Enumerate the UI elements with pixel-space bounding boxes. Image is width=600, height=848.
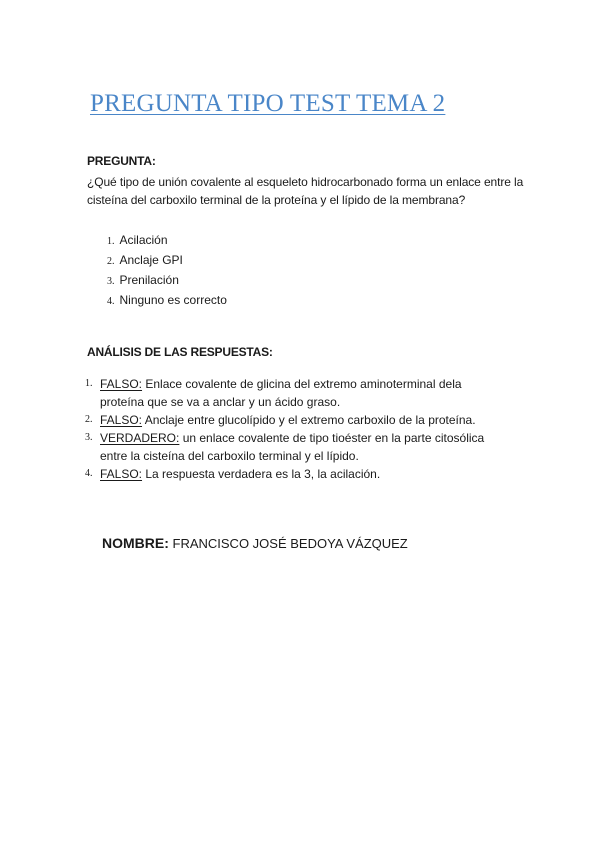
answer-option	[107, 230, 227, 250]
page-title: PREGUNTA TIPO TEST TEMA 2	[90, 90, 446, 117]
analysis-item	[85, 429, 505, 465]
analysis-text: La respuesta verdadera es la 3, la acilación.	[142, 467, 381, 481]
question-text: ¿Qué tipo de unión covalente al esqueleto hidrocarbonado forma un enlace entre la cisteína del carboxilo terminal de la proteína y el lípido de la membrana?	[87, 175, 524, 207]
option-number: 1.	[107, 236, 115, 247]
answer-option	[107, 250, 227, 270]
analysis-number: 3.	[85, 432, 93, 443]
option-text: Acilación	[119, 233, 168, 247]
author-name: FRANCISCO JOSÉ BEDOYA VÁZQUEZ	[168, 536, 408, 551]
option-text: Anclaje GPI	[119, 253, 183, 267]
answer-options-list	[107, 230, 227, 310]
analysis-item	[85, 465, 505, 483]
analysis-text: Enlace covalente de glicina del extremo aminoterminal dela proteína que se va a anclar y un ácido graso.	[100, 377, 462, 409]
analysis-item	[85, 411, 505, 429]
option-text: Prenilación	[119, 273, 179, 287]
option-text: Ninguno es correcto	[119, 293, 227, 307]
answer-option	[107, 290, 227, 310]
analysis-text: Anclaje entre glucolípido y el extremo carboxilo de la proteína.	[142, 413, 476, 427]
option-number: 3.	[107, 276, 115, 287]
verdict-label: FALSO:	[100, 377, 143, 391]
answer-option	[107, 270, 227, 290]
verdict-label: FALSO:	[100, 413, 143, 427]
analysis-list	[85, 375, 505, 483]
question-heading: PREGUNTA:	[87, 154, 156, 168]
option-number: 2.	[107, 256, 115, 267]
author-line	[102, 535, 408, 551]
analysis-number: 2.	[85, 414, 93, 425]
verdict-label: VERDADERO:	[100, 431, 180, 445]
analysis-text: un enlace covalente de tipo tioéster en la parte citosólica entre la cisteína del carboxilo terminal y el lípido.	[100, 431, 485, 463]
analysis-item	[85, 375, 505, 411]
analysis-heading: ANÁLISIS DE LAS RESPUESTAS:	[87, 345, 273, 359]
author-label: NOMBRE:	[102, 535, 169, 551]
analysis-number: 4.	[85, 468, 93, 479]
analysis-number: 1.	[85, 378, 93, 389]
verdict-label: FALSO:	[100, 467, 143, 481]
option-number: 4.	[107, 296, 115, 307]
